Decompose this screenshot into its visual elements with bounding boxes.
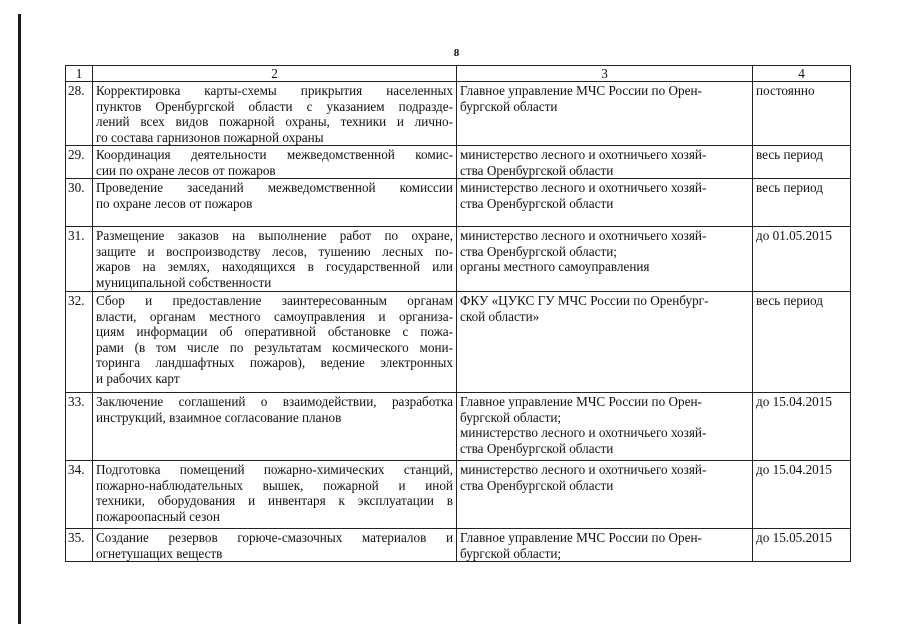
cell-text-line: ФКУ «ЦУКС ГУ МЧС России по Оренбург- <box>460 293 709 308</box>
deadline: до 15.04.2015 <box>753 461 851 529</box>
cell-text-line: Проведение заседаний межведомственной комиссии <box>96 180 453 195</box>
cell-text-line: ства Оренбургской области <box>460 477 614 493</box>
cell-text-line: муниципальной собственности <box>96 274 272 290</box>
cell-text-line: министерство лесного и охотничьего хозяй- <box>460 228 707 243</box>
cell-text-line: Создание резервов горюче-смазочных материалов и <box>96 530 453 545</box>
column-header: 2 <box>93 66 457 82</box>
deadline: постоянно <box>753 82 851 146</box>
cell-text-line: Главное управление МЧС России по Орен- <box>460 394 702 409</box>
cell-text-line: министерство лесного и охотничьего хозяй- <box>460 147 707 162</box>
cell-text-line: министерство лесного и охотничьего хозяй- <box>460 180 707 195</box>
cell-text-line: ства Оренбургской области <box>460 195 614 211</box>
cell-text-line: циям информации об оперативной обстановке с пожа- <box>96 324 453 339</box>
cell-text-line: Координация деятельности межведомственной комис- <box>96 147 453 162</box>
cell-text-line: министерство лесного и охотничьего хозяй- <box>460 462 707 477</box>
deadline: весь период <box>753 179 851 227</box>
cell-text-line: и рабочих карт <box>96 370 180 386</box>
task-description <box>93 179 457 227</box>
row-number: 34. <box>66 461 93 529</box>
row-number: 32. <box>66 292 93 393</box>
cell-text-line: бургской области <box>460 98 558 114</box>
task-description <box>93 227 457 292</box>
cell-text-line: пожарно-наблюдательных вышек, пожарной и иной <box>96 477 453 493</box>
responsible-party <box>457 227 753 292</box>
deadline: весь период <box>753 146 851 179</box>
task-description <box>93 292 457 393</box>
row-number: 35. <box>66 529 93 562</box>
table-row <box>66 146 851 179</box>
cell-text-line: бургской области; <box>460 409 562 425</box>
cell-text-line: пожароопасный сезон <box>96 508 220 524</box>
cell-text-line: техники, оборудования и инвентаря к эксплуатации в <box>96 493 453 508</box>
cell-text-line: Размещение заказов на выполнение работ по охране, <box>96 228 453 243</box>
cell-text-line: власти, органам местного самоуправления и организа- <box>96 308 453 324</box>
deadline: весь период <box>753 292 851 393</box>
row-number: 31. <box>66 227 93 292</box>
scan-edge-line <box>18 14 21 624</box>
cell-text-line: Сбор и предоставление заинтересованным органам <box>96 293 453 308</box>
cell-text-line: рами (в том числе по результатам космического мони- <box>96 339 453 355</box>
row-number: 33. <box>66 393 93 461</box>
measures-table <box>65 65 851 562</box>
cell-text-line: сии по охране лесов от пожаров <box>96 162 276 178</box>
column-header: 1 <box>66 66 93 82</box>
responsible-party <box>457 292 753 393</box>
table-row <box>66 393 851 461</box>
cell-text-line: защите и воспроизводству лесов, тушению лесных по- <box>96 243 453 259</box>
responsible-party <box>457 461 753 529</box>
table-row <box>66 82 851 146</box>
cell-text-line: ства Оренбургской области; <box>460 243 617 259</box>
row-number: 29. <box>66 146 93 179</box>
task-description <box>93 393 457 461</box>
deadline: до 15.05.2015 <box>753 529 851 562</box>
cell-text-line: по охране лесов от пожаров <box>96 195 253 211</box>
column-header: 3 <box>457 66 753 82</box>
cell-text-line: Заключение соглашений о взаимодействии, разработка <box>96 394 453 409</box>
table-row <box>66 227 851 292</box>
cell-text-line: лений всех видов пожарной охраны, техники и лично- <box>96 114 453 129</box>
table-row <box>66 529 851 562</box>
table-row <box>66 292 851 393</box>
deadline: до 01.05.2015 <box>753 227 851 292</box>
responsible-party <box>457 146 753 179</box>
cell-text-line: пунктов Оренбургской области с указанием подразде- <box>96 98 453 114</box>
cell-text-line: Главное управление МЧС России по Орен- <box>460 83 702 98</box>
task-description <box>93 461 457 529</box>
cell-text-line: торинга ландшафтных пожаров), ведение электронных <box>96 355 453 370</box>
cell-text-line: Подготовка помещений пожарно-химических станций, <box>96 462 453 477</box>
task-description <box>93 146 457 179</box>
cell-text-line: ства Оренбургской области <box>460 440 614 456</box>
cell-text-line: ства Оренбургской области <box>460 162 614 178</box>
page-number: 8 <box>453 47 460 59</box>
table-row <box>66 461 851 529</box>
cell-text-line: ской области» <box>460 308 540 324</box>
responsible-party <box>457 393 753 461</box>
cell-text-line: органы местного самоуправления <box>460 259 650 274</box>
deadline: до 15.04.2015 <box>753 393 851 461</box>
cell-text-line: министерство лесного и охотничьего хозяй- <box>460 425 707 440</box>
cell-text-line: го состава гарнизонов пожарной охраны <box>96 129 324 145</box>
task-description <box>93 529 457 562</box>
cell-text-line: огнетушащих веществ <box>96 545 223 561</box>
row-number: 28. <box>66 82 93 146</box>
row-number: 30. <box>66 179 93 227</box>
cell-text-line: жаров на землях, находящихся в государственной или <box>96 259 453 274</box>
table-row <box>66 179 851 227</box>
task-description <box>93 82 457 146</box>
table-header-row <box>66 66 851 82</box>
cell-text-line: Корректировка карты-схемы прикрытия населенных <box>96 83 453 98</box>
responsible-party <box>457 82 753 146</box>
responsible-party <box>457 529 753 562</box>
responsible-party <box>457 179 753 227</box>
cell-text-line: бургской области; <box>460 545 562 561</box>
column-header: 4 <box>753 66 851 82</box>
cell-text-line: Главное управление МЧС России по Орен- <box>460 530 702 545</box>
cell-text-line: инструкций, взаимное согласование планов <box>96 409 342 425</box>
